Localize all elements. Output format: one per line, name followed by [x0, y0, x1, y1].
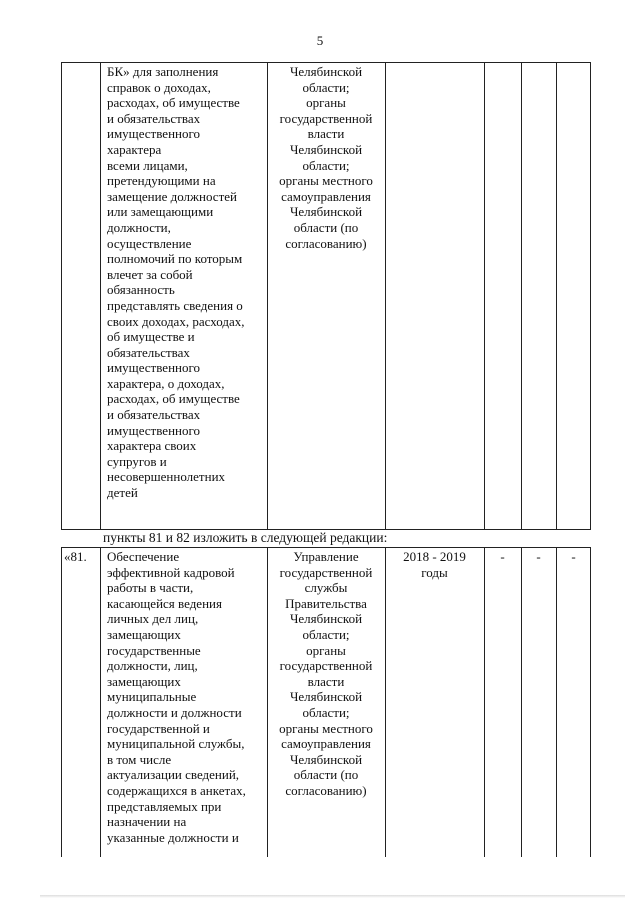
col6-cell: -	[536, 549, 541, 564]
page-number: 5	[316, 33, 324, 48]
col5-cell: -	[500, 549, 505, 564]
table-2-top-border	[61, 547, 591, 548]
scan-edge	[40, 895, 625, 898]
table-1-col-divider	[61, 62, 62, 530]
instruction-text: пункты 81 и 82 изложить в следующей редакции:	[103, 530, 388, 545]
table-2-col-divider	[556, 547, 557, 857]
table-2-col-divider	[484, 547, 485, 857]
period-cell: 2018 - 2019 годы	[403, 549, 466, 580]
table-1-top-border	[61, 62, 591, 63]
table-1-col-divider	[590, 62, 591, 530]
item-number-cell: «81.	[64, 549, 87, 564]
table-2-col-divider	[100, 547, 101, 857]
table-2-executor-cell: Управление государственной службы Правительства Челябинской области; органы государственной власти Челябинской области; органы местного самоуправления Челябинской области (по согласованию)	[279, 549, 373, 798]
table-1-col-divider	[385, 62, 386, 530]
table-2-col-divider	[521, 547, 522, 857]
table-1-col-divider	[556, 62, 557, 530]
table-1-executor-cell: Челябинской области; органы государственной власти Челябинской области; органы местного самоуправления Челябинской области (по согласованию)	[279, 64, 373, 251]
table-1-col-divider	[100, 62, 101, 530]
table-2-col-divider	[385, 547, 386, 857]
table-1-description-cell: БК» для заполнения справок о доходах, расходах, об имуществе и обязательствах имущественного характера всеми лицами, претендующими на замещение должностей или замещающими должности, осуществление полномочий по которым влечет за собой обязанность представлять сведения о своих доходах, расходах, об имуществе и обязательствах имущественного характера, о доходах, расходах, об имуществе и обязательствах имущественного характера своих супругов и несовершеннолетних детей	[107, 64, 245, 501]
table-2-description-cell: Обеспечение эффективной кадровой работы в части, касающейся ведения личных дел лиц, замещающих государственные должности, лиц, замещающих муниципальные должности и должности государственной и муниципальной службы, в том числе актуализации сведений, содержащихся в анкетах, представляемых при назначении на указанные должности и	[107, 549, 246, 845]
table-1-col-divider	[521, 62, 522, 530]
table-1-col-divider	[484, 62, 485, 530]
table-2-col-divider	[61, 547, 62, 857]
table-1-col-divider	[267, 62, 268, 530]
table-2-col-divider	[590, 547, 591, 857]
col7-cell: -	[571, 549, 576, 564]
table-2-col-divider	[267, 547, 268, 857]
